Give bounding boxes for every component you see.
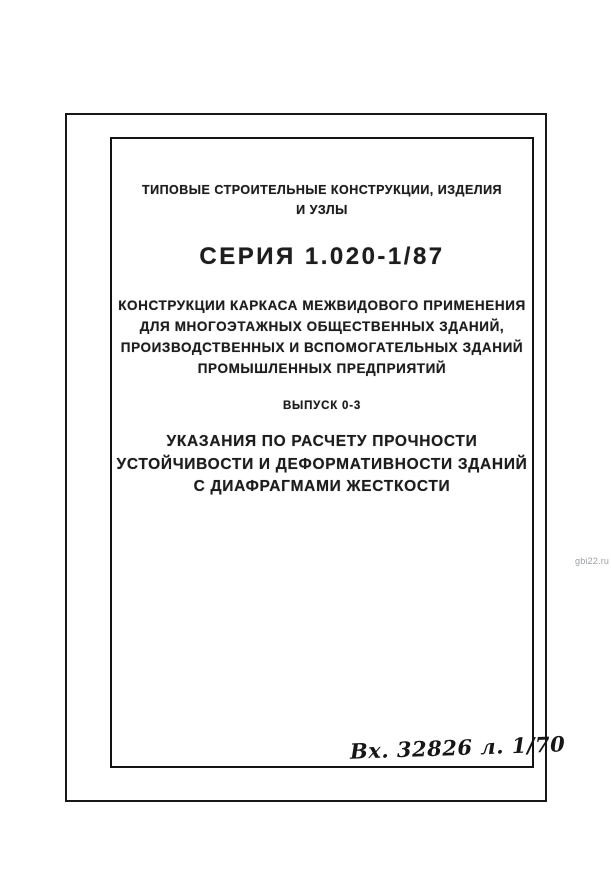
document-type-header [110, 180, 534, 220]
issue-number-label: ВЫПУСК 0-3 [282, 400, 362, 412]
document-title [110, 431, 534, 499]
series-description-line-2: ДЛЯ МНОГОЭТАЖНЫХ ОБЩЕСТВЕННЫХ ЗДАНИЙ, [139, 319, 505, 334]
document-type-line-2: И УЗЛЫ [296, 203, 348, 217]
registration-stamp-handwritten: Вх. 32826 л. 1/70 [349, 731, 566, 764]
document-title-line-1: УКАЗАНИЯ ПО РАСЧЕТУ ПРОЧНОСТИ [166, 433, 478, 450]
series-description-line-3: ПРОИЗВОДСТВЕННЫХ И ВСПОМОГАТЕЛЬНЫХ ЗДАНИЙ [120, 340, 524, 355]
document-title-line-3: С ДИАФРАГМАМИ ЖЕСТКОСТИ [193, 478, 451, 495]
series-description-line-1: КОНСТРУКЦИИ КАРКАСА МЕЖВИДОВОГО ПРИМЕНЕНИЯ [118, 298, 526, 313]
series-description-line-4: ПРОМЫШЛЕННЫХ ПРЕДПРИЯТИЙ [197, 361, 447, 376]
series-description [110, 295, 534, 379]
series-title: СЕРИЯ 1.020-1/87 [199, 243, 445, 270]
site-watermark: gbi22.ru [575, 556, 610, 566]
document-type-line-1: ТИПОВЫЕ СТРОИТЕЛЬНЫЕ КОНСТРУКЦИИ, ИЗДЕЛИЯ [141, 183, 503, 197]
document-title-line-2: УСТОЙЧИВОСТИ И ДЕФОРМАТИВНОСТИ ЗДАНИЙ [116, 455, 528, 473]
